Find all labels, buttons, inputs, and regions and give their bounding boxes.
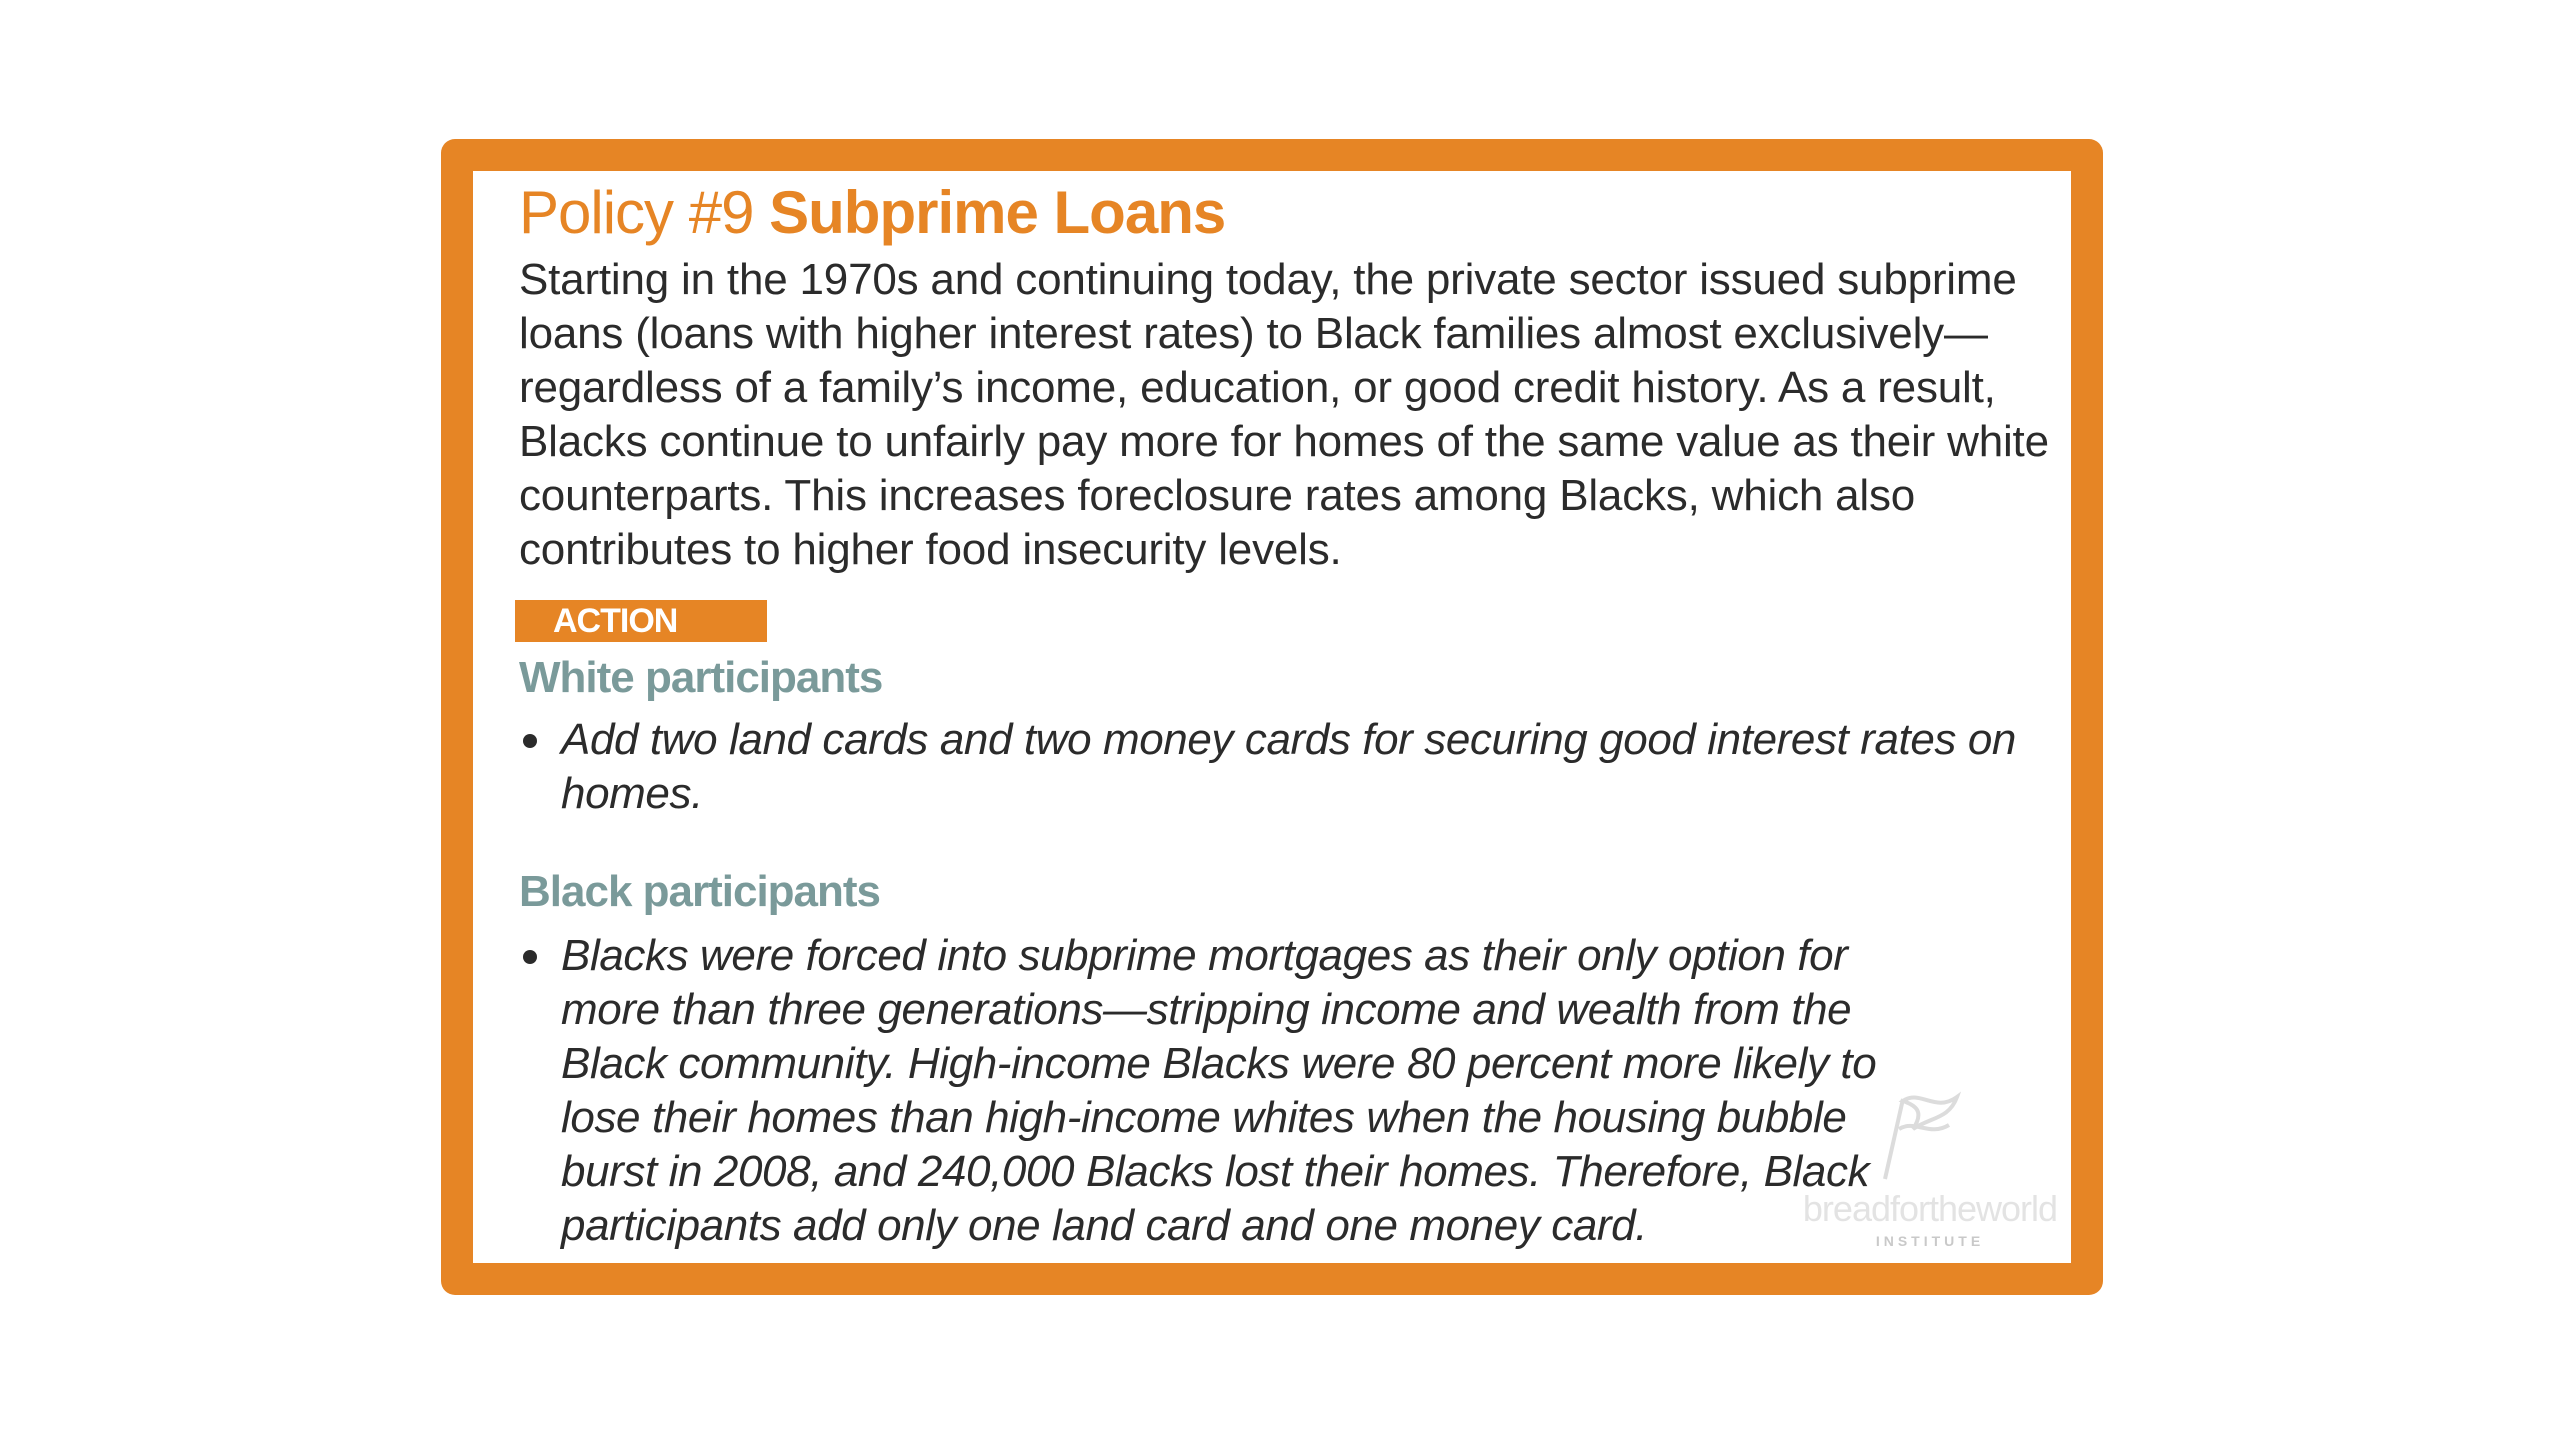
wheat-flag-icon (1865, 1089, 1975, 1185)
white-participants-list (519, 713, 2059, 821)
white-participants-bullet-text: Add two land cards and two money cards for securing good interest rates on homes. (561, 715, 2016, 818)
card-title-name: Subprime Loans (769, 179, 1226, 246)
policy-card-body (473, 171, 2071, 1263)
logo-wordmark: breadfortheworld (1802, 1188, 2058, 1229)
card-title (519, 175, 1225, 250)
bullet-icon (523, 734, 537, 748)
black-participants-heading: Black participants (519, 867, 881, 916)
card-intro-text: Starting in the 1970s and continuing today, the private sector issued subprime loans (loans with higher interest rates) to Black families almost exclusively—regardless of a family’s income, education, or good credit history. As a result, Blacks continue to unfairly pay more for homes of the same value as their white counterparts. This increases foreclosure rates among Blacks, which also contributes to higher food insecurity levels. (519, 255, 2049, 574)
bullet-icon (523, 950, 537, 964)
list-item (519, 713, 2059, 821)
list-item (519, 929, 1939, 1253)
card-title-number: Policy #9 (519, 179, 754, 246)
policy-card (441, 139, 2103, 1295)
action-badge: ACTION (515, 600, 767, 642)
black-participants-list (519, 929, 1939, 1253)
logo-subtitle: INSTITUTE (1875, 1233, 1985, 1249)
white-participants-heading: White participants (519, 653, 883, 702)
bread-for-the-world-logo (1795, 1089, 2065, 1259)
black-participants-bullet-text: Blacks were forced into subprime mortgages as their only option for more than three generations—stripping income and wealth from the Black community. High-income Blacks were 80 percent more likely to lose their homes than high-income whites when the housing bubble burst in 2008, and 240,000 Blacks lost their homes. Therefore, Black participants add only one land card and one money card. (561, 931, 1877, 1250)
